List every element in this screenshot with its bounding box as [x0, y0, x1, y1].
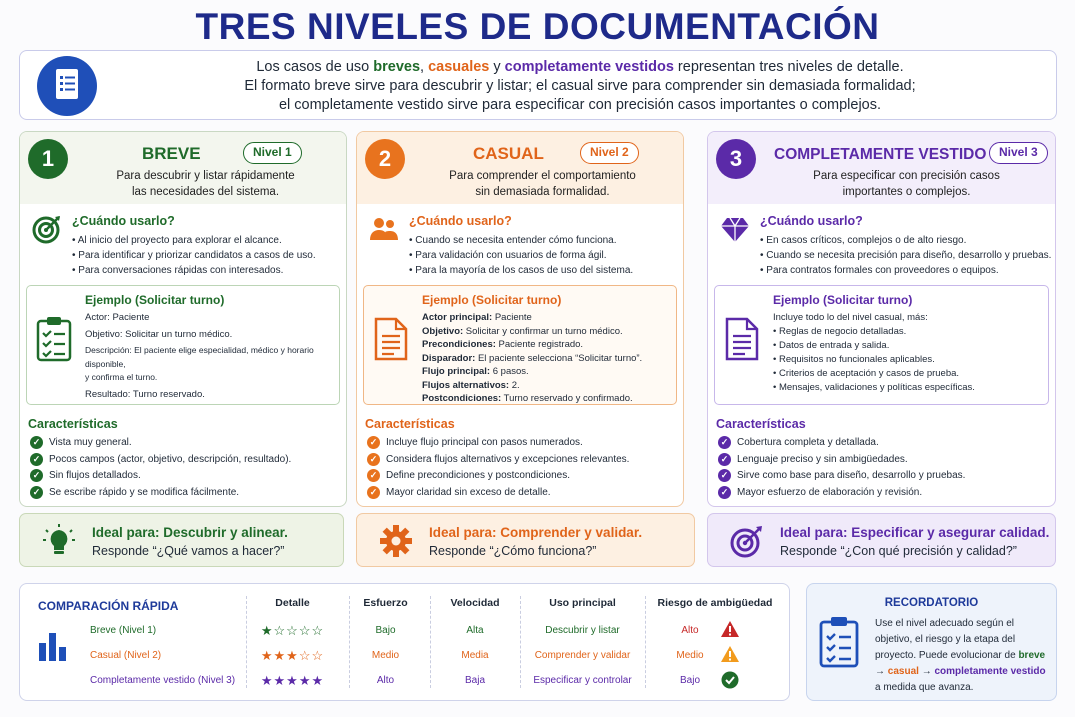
speed-value: Alta: [466, 625, 484, 636]
page-title: TRES NIVELES DE DOCUMENTACIÓN: [195, 6, 880, 47]
list-item: ✓ Vista muy general.: [28, 436, 340, 453]
list-item: ✓ Mayor claridad sin exceso de detalle.: [365, 486, 677, 503]
clipboard-icon: [36, 316, 72, 362]
reminder-text: Use el nivel adecuado según el objetivo, el riesgo y la etapa del proyecto. Puede evolucionar de breve → casual → completamente vestido a medida que avanza.: [875, 618, 1046, 693]
list-item: • Cuando se necesita entender cómo funciona.: [409, 233, 679, 248]
column-casual: [356, 131, 684, 507]
speed-value: Media: [461, 650, 489, 661]
ideal-subtitle: Responde “¿Qué vamos a hacer?”: [92, 544, 285, 558]
divider: [645, 596, 646, 688]
list-item: • Para validación con usuarios de forma ágil.: [409, 248, 679, 263]
ideal-subtitle: Responde “¿Cómo funciona?”: [429, 544, 597, 558]
row-label: Casual (Nivel 2): [90, 650, 162, 661]
comparison-title: COMPARACIÓN RÁPIDA: [38, 599, 179, 613]
level-description: Para especificar con precisión casos importantes o complejos.: [813, 170, 1000, 198]
characteristics-section: [28, 417, 340, 502]
list-item: • Para contratos formales con proveedores o equipos.: [760, 263, 1055, 278]
characteristics-section: [365, 417, 677, 502]
effort-value: Alto: [376, 675, 395, 686]
characteristics-list: [365, 436, 677, 502]
list-item: • Para identificar y priorizar candidatos a casos de uso.: [72, 248, 342, 263]
effort-value: Medio: [371, 650, 400, 661]
column-header: [20, 132, 346, 204]
characteristics-list: [716, 436, 1049, 502]
ideal-box-casual: [356, 513, 695, 567]
example-title: Ejemplo (Solicitar turno): [85, 293, 225, 307]
list-item: ✓ Considera flujos alternativos y excepciones relevantes.: [365, 453, 677, 470]
document-icon: [37, 56, 97, 116]
reminder-box: [806, 583, 1057, 701]
level-description: Para descubrir y listar rápidamente las necesidades del sistema.: [116, 170, 295, 198]
level-badge: Nivel 1: [243, 142, 302, 164]
list-item: • Para conversaciones rápidas con interesados.: [72, 263, 342, 278]
example-title: Ejemplo (Solicitar turno): [422, 293, 562, 307]
level-description: Para comprender el comportamiento sin demasiada formalidad.: [449, 170, 636, 198]
row-label: Breve (Nivel 1): [90, 625, 157, 636]
list-item: ✓ Sin flujos detallados.: [28, 469, 340, 486]
level-number: 2: [365, 139, 405, 179]
header-riesgo: Riesgo de ambigüedad: [657, 597, 773, 609]
intro-text: Los casos de uso breves, casuales y completamente vestidos representan tres niveles de detalle. El formato breve sirve para descubrir y listar; el casual sirve para comprender sin demasiada formalidad; el completamente vestido sirve para especificar con precisión casos importantes o complejos.: [244, 59, 916, 113]
when-title: ¿Cuándo usarlo?: [409, 214, 512, 228]
header-esfuerzo: Esfuerzo: [363, 597, 408, 609]
risk-value: Alto: [681, 625, 699, 636]
intro-box: [19, 50, 1057, 120]
speed-value: Baja: [464, 675, 485, 686]
list-item: ✓ Se escribe rápido y se modifica fácilmente.: [28, 486, 340, 503]
when-list: [72, 233, 342, 278]
example-box: [26, 285, 340, 405]
column-header: [357, 132, 683, 204]
level-name: BREVE: [142, 144, 201, 163]
clipboard-checklist-icon: [819, 616, 859, 668]
list-item: • Cuando se necesita precisión para diseño, desarrollo y pruebas.: [760, 248, 1055, 263]
diamond-icon: [720, 214, 750, 244]
reminder-title: RECORDATORIO: [884, 597, 979, 609]
ideal-subtitle: Responde “¿Con qué precisión y calidad?”: [780, 544, 1017, 558]
list-item: ✓ Define precondiciones y postcondiciones.: [365, 469, 677, 486]
header-velocidad: Velocidad: [450, 597, 500, 609]
detail-stars: ★☆☆☆☆: [260, 623, 325, 638]
warning-orange-icon: [720, 645, 740, 663]
lightbulb-icon: [42, 524, 76, 558]
column-completamente-vestido: [707, 131, 1056, 507]
ideal-title: Ideal para: Descubrir y alinear.: [92, 525, 288, 540]
column-header: [708, 132, 1055, 204]
when-title: ¿Cuándo usarlo?: [72, 214, 175, 228]
level-badge: Nivel 2: [580, 142, 639, 164]
example-lines: Incluye todo lo del nivel casual, más: • Reglas de negocio detalladas. • Datos de entrada y salida. • Requisitos no funcionales aplicables. • Criterios de aceptación y casos de prueba. • Mensajes, validaciones y políticas específicas.: [773, 312, 975, 393]
level-name: COMPLETAMENTE VESTIDO: [774, 146, 987, 163]
list-item: ✓ Lenguaje preciso y sin ambigüedades.: [716, 453, 1049, 470]
row-label: Completamente vestido (Nivel 3): [90, 675, 236, 686]
document-list-icon: [373, 316, 409, 362]
use-value: Especificar y controlar: [533, 675, 632, 686]
list-item: ✓ Mayor esfuerzo de elaboración y revisión.: [716, 486, 1049, 503]
gear-icon: [379, 524, 413, 558]
comparison-table: [19, 583, 790, 701]
warning-red-icon: [720, 620, 740, 638]
effort-value: Bajo: [375, 625, 396, 636]
level-number: 3: [716, 139, 756, 179]
example-lines: Actor principal: Paciente Objetivo: Solicitar y confirmar un turno médico. Precondiciones: Paciente registrado. Disparador: El paciente selecciona “Solicitar turno”. Flujo principal: 6 pasos. Flujos alternativos: 2. Postcondiciones: Turno reservado y confirmado.: [422, 312, 643, 404]
bar-chart-icon: [38, 629, 68, 661]
header-detalle: Detalle: [275, 597, 310, 609]
characteristics-title: Características: [716, 417, 806, 431]
example-title: Ejemplo (Solicitar turno): [773, 293, 913, 307]
ideal-title: Ideal para: Especificar y asegurar calidad.: [780, 525, 1050, 540]
document-list-icon: [724, 316, 760, 362]
level-name: CASUAL: [473, 144, 544, 163]
ideal-box-breve: [19, 513, 344, 567]
check-circle-icon: [721, 671, 739, 689]
example-lines: Actor: Paciente Objetivo: Solicitar un turno médico. Descripción: El paciente elige especialidad, médico y horario disponible, y confirma el turno. Resultado: Turno reservado.: [85, 312, 314, 400]
column-breve: [19, 131, 347, 507]
characteristics-title: Características: [365, 417, 455, 431]
list-item: ✓ Pocos campos (actor, objetivo, descripción, resultado).: [28, 453, 340, 470]
example-box: [714, 285, 1049, 405]
ideal-title: Ideal para: Comprender y validar.: [429, 525, 643, 540]
level-badge: Nivel 3: [989, 142, 1048, 164]
characteristics-section: [716, 417, 1049, 502]
list-item: • Para la mayoría de los casos de uso del sistema.: [409, 263, 679, 278]
characteristics-title: Características: [28, 417, 118, 431]
list-item: • En casos críticos, complejos o de alto riesgo.: [760, 233, 1055, 248]
level-number: 1: [28, 139, 68, 179]
header-uso: Uso principal: [549, 597, 616, 609]
list-item: ✓ Incluye flujo principal con pasos numerados.: [365, 436, 677, 453]
characteristics-list: [28, 436, 340, 502]
when-list: [760, 233, 1055, 278]
use-value: Comprender y validar: [534, 650, 631, 661]
target-icon: [730, 524, 764, 558]
target-icon: [32, 214, 62, 244]
use-value: Descubrir y listar: [545, 625, 620, 636]
detail-stars: ★★★☆☆: [260, 648, 325, 663]
list-item: • Al inicio del proyecto para explorar el alcance.: [72, 233, 342, 248]
risk-value: Medio: [676, 650, 704, 661]
when-list: [409, 233, 679, 278]
list-item: ✓ Cobertura completa y detallada.: [716, 436, 1049, 453]
ideal-box-vestido: [707, 513, 1056, 567]
detail-stars: ★★★★★: [260, 673, 325, 688]
risk-value: Bajo: [679, 675, 700, 686]
example-box: [363, 285, 677, 405]
users-icon: [369, 214, 399, 244]
when-title: ¿Cuándo usarlo?: [760, 214, 863, 228]
list-item: ✓ Sirve como base para diseño, desarrollo y pruebas.: [716, 469, 1049, 486]
